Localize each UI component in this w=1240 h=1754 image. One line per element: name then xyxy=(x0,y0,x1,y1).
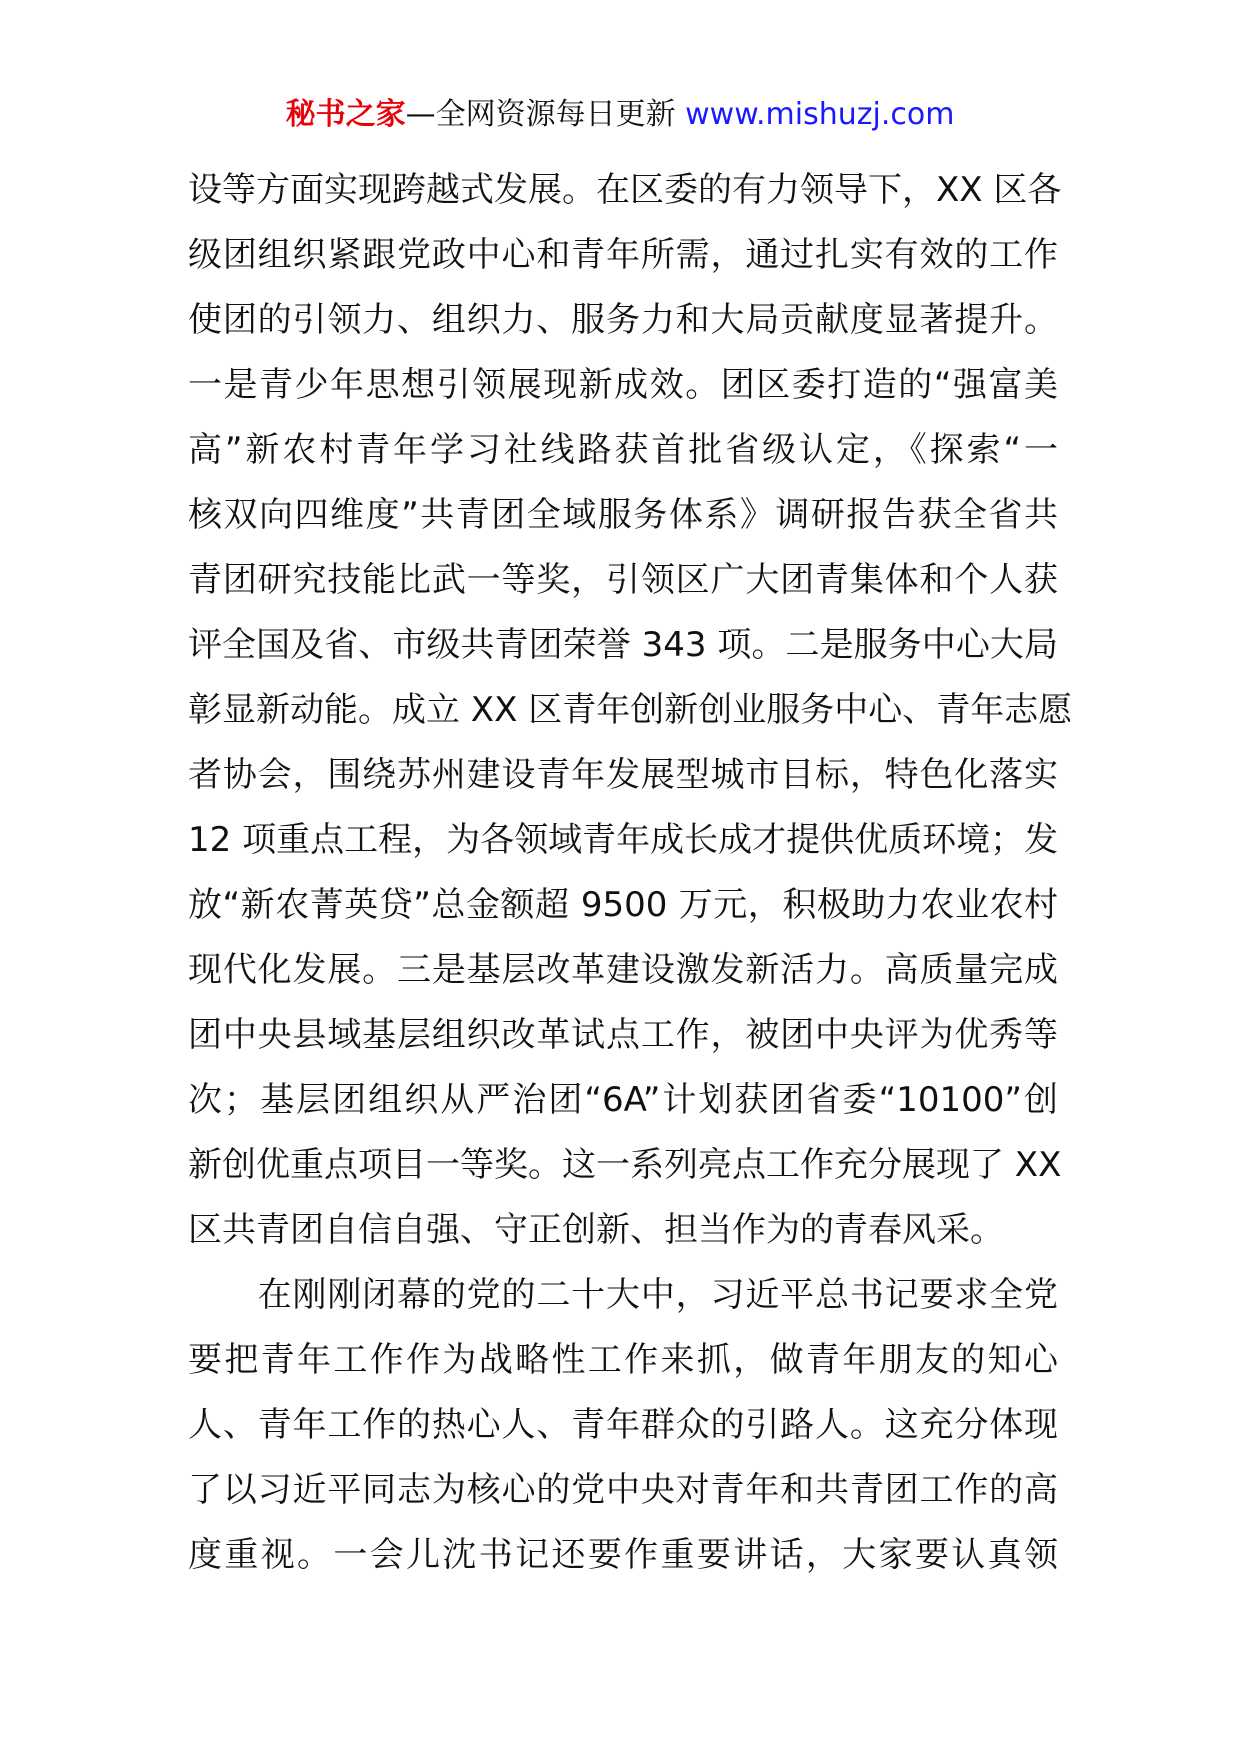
text-line: 彰显新动能。成立 XX 区青年创新创业服务中心、青年志愿 xyxy=(188,690,1073,730)
text-line: 使团的引领力、组织力、服务力和大局贡献度显著提升。 xyxy=(188,300,1058,340)
page-header xyxy=(0,95,1240,135)
site-brand: 秘书之家 xyxy=(285,97,406,132)
text-line: 一是青少年思想引领展现新成效。团区委打造的“强富美 xyxy=(188,365,1058,405)
text-line: 者协会，围绕苏州建设青年发展型城市目标，特色化落实 xyxy=(188,755,1058,795)
text-line: 12 项重点工程，为各领域青年成长成才提供优质环境；发 xyxy=(188,820,1059,860)
site-tagline: —全网资源每日更新 xyxy=(405,97,686,132)
text-line: 核双向四维度”共青团全域服务体系》调研报告获全省共 xyxy=(188,495,1058,535)
site-url-link[interactable]: www.mishuzj.com xyxy=(685,97,955,132)
text-line: 设等方面实现跨越式发展。在区委的有力领导下，XX 区各 xyxy=(188,170,1062,210)
text-line: 高”新农村青年学习社线路获首批省级认定，《探索“一 xyxy=(188,430,1058,470)
text-line: 团中央县域基层组织改革试点工作，被团中央评为优秀等 xyxy=(188,1015,1058,1055)
text-line: 放“新农菁英贷”总金额超 9500 万元，积极助力农业农村 xyxy=(188,885,1058,925)
text-line: 了以习近平同志为核心的党中央对青年和共青团工作的高 xyxy=(188,1470,1058,1510)
text-line: 评全国及省、市级共青团荣誉 343 项。二是服务中心大局 xyxy=(188,625,1058,665)
text-line: 青团研究技能比武一等奖，引领区广大团青集体和个人获 xyxy=(188,560,1058,600)
text-line: 新创优重点项目一等奖。这一系列亮点工作充分展现了 XX xyxy=(188,1145,1062,1185)
text-line: 度重视。一会儿沈书记还要作重要讲话，大家要认真领 xyxy=(188,1535,1058,1575)
text-line: 在刚刚闭幕的党的二十大中，习近平总书记要求全党 xyxy=(188,1275,1058,1315)
text-line: 级团组织紧跟党政中心和青年所需，通过扎实有效的工作 xyxy=(188,235,1058,275)
document-body xyxy=(188,158,1073,1588)
text-line: 人、青年工作的热心人、青年群众的引路人。这充分体现 xyxy=(188,1405,1058,1445)
text-line: 次；基层团组织从严治团“6A”计划获团省委“10100”创 xyxy=(188,1080,1058,1120)
text-line: 要把青年工作作为战略性工作来抓，做青年朋友的知心 xyxy=(188,1340,1058,1380)
text-line: 区共青团自信自强、守正创新、担当作为的青春风采。 xyxy=(188,1210,1004,1250)
text-line: 现代化发展。三是基层改革建设激发新活力。高质量完成 xyxy=(188,950,1058,990)
